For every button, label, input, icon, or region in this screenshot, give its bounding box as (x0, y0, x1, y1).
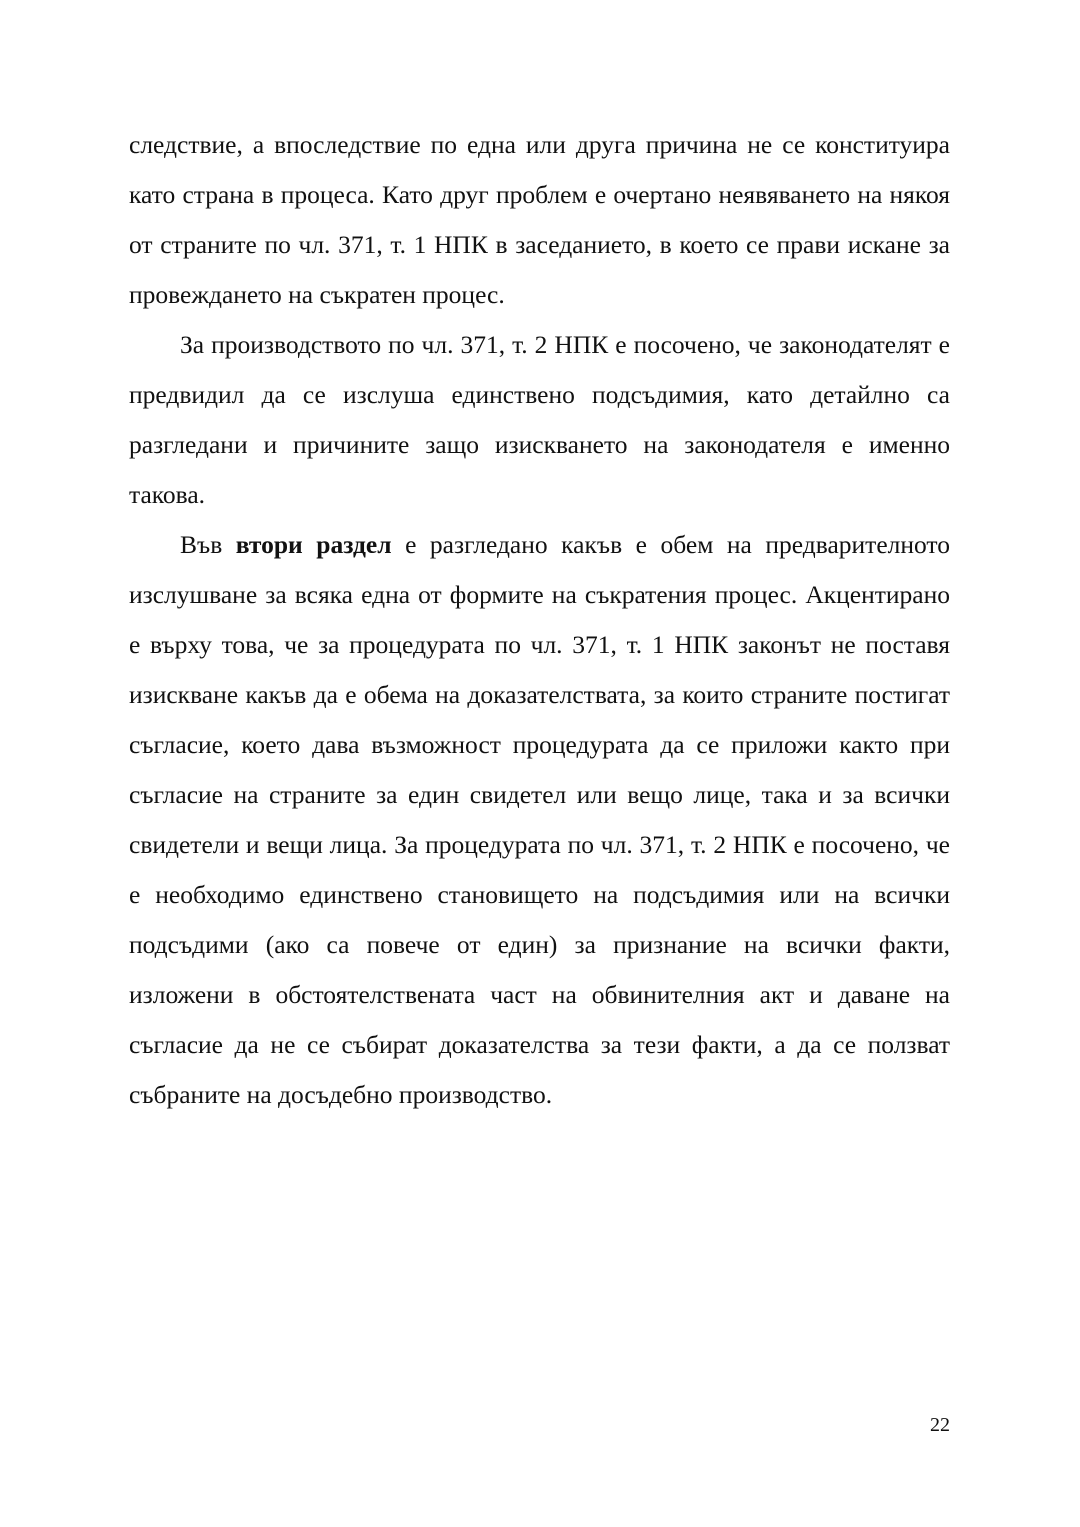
paragraph-2: За производството по чл. 371, т. 2 НПК е посочено, че законодателят е предвидил да се изслуша единствено подсъдимия, като детайлно са разгледани и причините защо изискването на законодателя е именно такова. (129, 330, 950, 509)
paragraph-3-text: е разгледано какъв е обем на предварителното изслушване за всяка една от формите на съкратения процес. Акцентирано е върху това, че за процедурата по чл. 371, т. 1 НПК законът не поставя изискване какъв да е обема на доказателствата, за които страните постигат съгласие, което дава възможност процедурата да се приложи както при съгласие на страните за един свидетел или вещо лице, така и за всички свидетели и вещи лица. За процедурата по чл. 371, т. 2 НПК е посочено, че е необходимо единствено становището на подсъдимия или на всички подсъдими (ако са повече от един) за признание на всички факти, изложени в обстоятелствената част на обвинителния акт и даване на съгласие да не се събират доказателства за тези факти, а да се ползват събраните на досъдебно производство. (129, 530, 950, 1109)
section-emphasis: втори раздел (235, 530, 392, 559)
paragraph-3 (129, 520, 950, 1120)
paragraph-3-prefix: Във (180, 530, 236, 559)
page-number: 22 (930, 1414, 950, 1436)
body-text (129, 120, 950, 1120)
paragraph-1: следствие, а впоследствие по една или друга причина не се конституира като страна в процеса. Като друг проблем е очертано неявяването на някоя от страните по чл. 371, т. 1 НПК в заседанието, в което се прави искане за провеждането на съкратен процес. (129, 130, 950, 309)
